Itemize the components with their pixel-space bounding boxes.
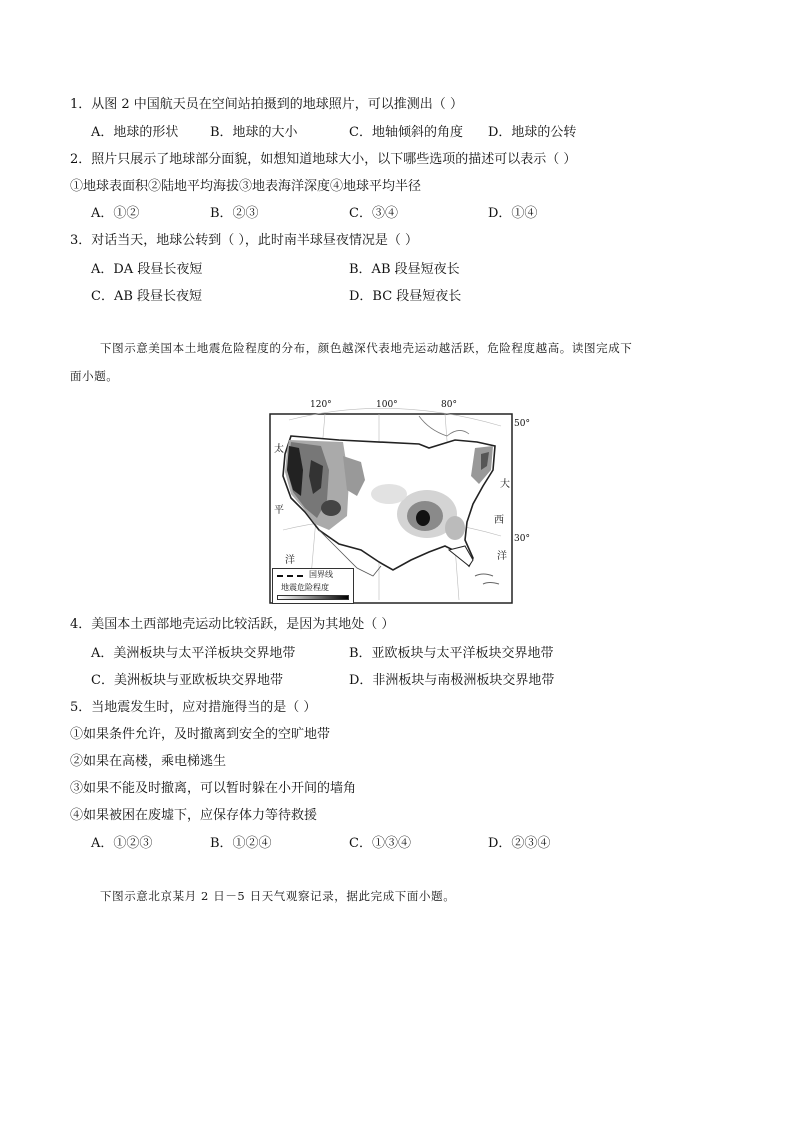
map-lon-120: 120° — [310, 400, 332, 410]
q5-option-a: A．①②③ — [91, 836, 153, 851]
q2-option-d: D．①④ — [488, 206, 538, 221]
q4-option-a: A．美洲板块与太平洋板块交界地带 — [91, 646, 296, 661]
legend-risk-label: 地震危险程度 — [281, 583, 329, 592]
map-intro-line2: 面小题。 — [70, 369, 119, 383]
q2-stem: 2．照片只展示了地球部分面貌，如想知道地球大小，以下哪些选项的描述可以表示（ ） — [70, 152, 577, 167]
map-intro-line1: 下图示意美国本土地震危险程度的分布，颜色越深代表地壳运动越活跃，危险程度越高。读图完成下 — [100, 341, 633, 355]
q1-option-d: D．地球的公转 — [488, 125, 577, 140]
q3-option-d: D．BC 段昼短夜长 — [349, 289, 462, 304]
q3-option-a: A．DA 段昼长夜短 — [91, 262, 203, 277]
map-lon-80: 80° — [441, 400, 457, 410]
q3-stem: 3．对话当天，地球公转到（ ），此时南半球昼夜情况是（ ） — [70, 233, 419, 248]
legend-border-label: 国界线 — [309, 570, 333, 579]
q1-option-c: C．地轴倾斜的角度 — [349, 125, 463, 140]
map-lon-100: 100° — [376, 400, 398, 410]
map-atlantic-2: 西 — [494, 515, 504, 526]
q2-option-c: C．③④ — [349, 206, 398, 221]
q5-stem: 5．当地震发生时，应对措施得当的是（ ） — [70, 700, 317, 715]
legend-gradient-bar — [277, 595, 349, 600]
q3-option-c: C．AB 段昼长夜短 — [91, 289, 203, 304]
border-line-symbol — [277, 575, 303, 577]
q2-statements: ①地球表面积②陆地平均海拔③地表海洋深度④地球平均半径 — [70, 179, 422, 194]
q5-statement-4: ④如果被困在废墟下，应保存体力等待救援 — [70, 808, 318, 823]
q1-option-b: B．地球的大小 — [210, 125, 298, 140]
map-pacific-2: 平 — [274, 505, 284, 516]
map-atlantic-1: 大 — [500, 479, 510, 490]
q4-option-d: D．非洲板块与南极洲板块交界地带 — [349, 673, 555, 688]
q1-option-a: A．地球的形状 — [91, 125, 179, 140]
q5-option-b: B．①②④ — [210, 836, 272, 851]
map-pacific-3: 洋 — [285, 555, 295, 566]
q5-statement-2: ②如果在高楼，乘电梯逃生 — [70, 754, 227, 769]
q5-statement-1: ①如果条件允许，及时撤离到安全的空旷地带 — [70, 727, 331, 742]
q2-option-a: A．①② — [91, 206, 140, 221]
weather-intro: 下图示意北京某月 2 日－5 日天气观察记录，据此完成下面小题。 — [100, 889, 456, 903]
q5-option-c: C．①③④ — [349, 836, 411, 851]
map-legend — [272, 568, 354, 604]
q4-option-c: C．美洲板块与亚欧板块交界地带 — [91, 673, 283, 688]
q5-option-d: D．②③④ — [488, 836, 551, 851]
map-lat-50: 50° — [514, 419, 530, 429]
map-lat-30: 30° — [514, 534, 530, 544]
q4-option-b: B．亚欧板块与太平洋板块交界地带 — [349, 646, 554, 661]
q5-statement-3: ③如果不能及时撤离，可以暂时躲在小开间的墙角 — [70, 781, 357, 796]
map-atlantic-3: 洋 — [497, 551, 507, 562]
q3-option-b: B．AB 段昼短夜长 — [349, 262, 460, 277]
q1-stem: 1．从图 2 中国航天员在空间站拍摄到的地球照片，可以推测出（ ） — [70, 97, 463, 112]
q2-option-b: B．②③ — [210, 206, 259, 221]
map-pacific-1: 太 — [274, 444, 284, 455]
q4-stem: 4．美国本土西部地壳运动比较活跃，是因为其地处（ ） — [70, 617, 395, 632]
